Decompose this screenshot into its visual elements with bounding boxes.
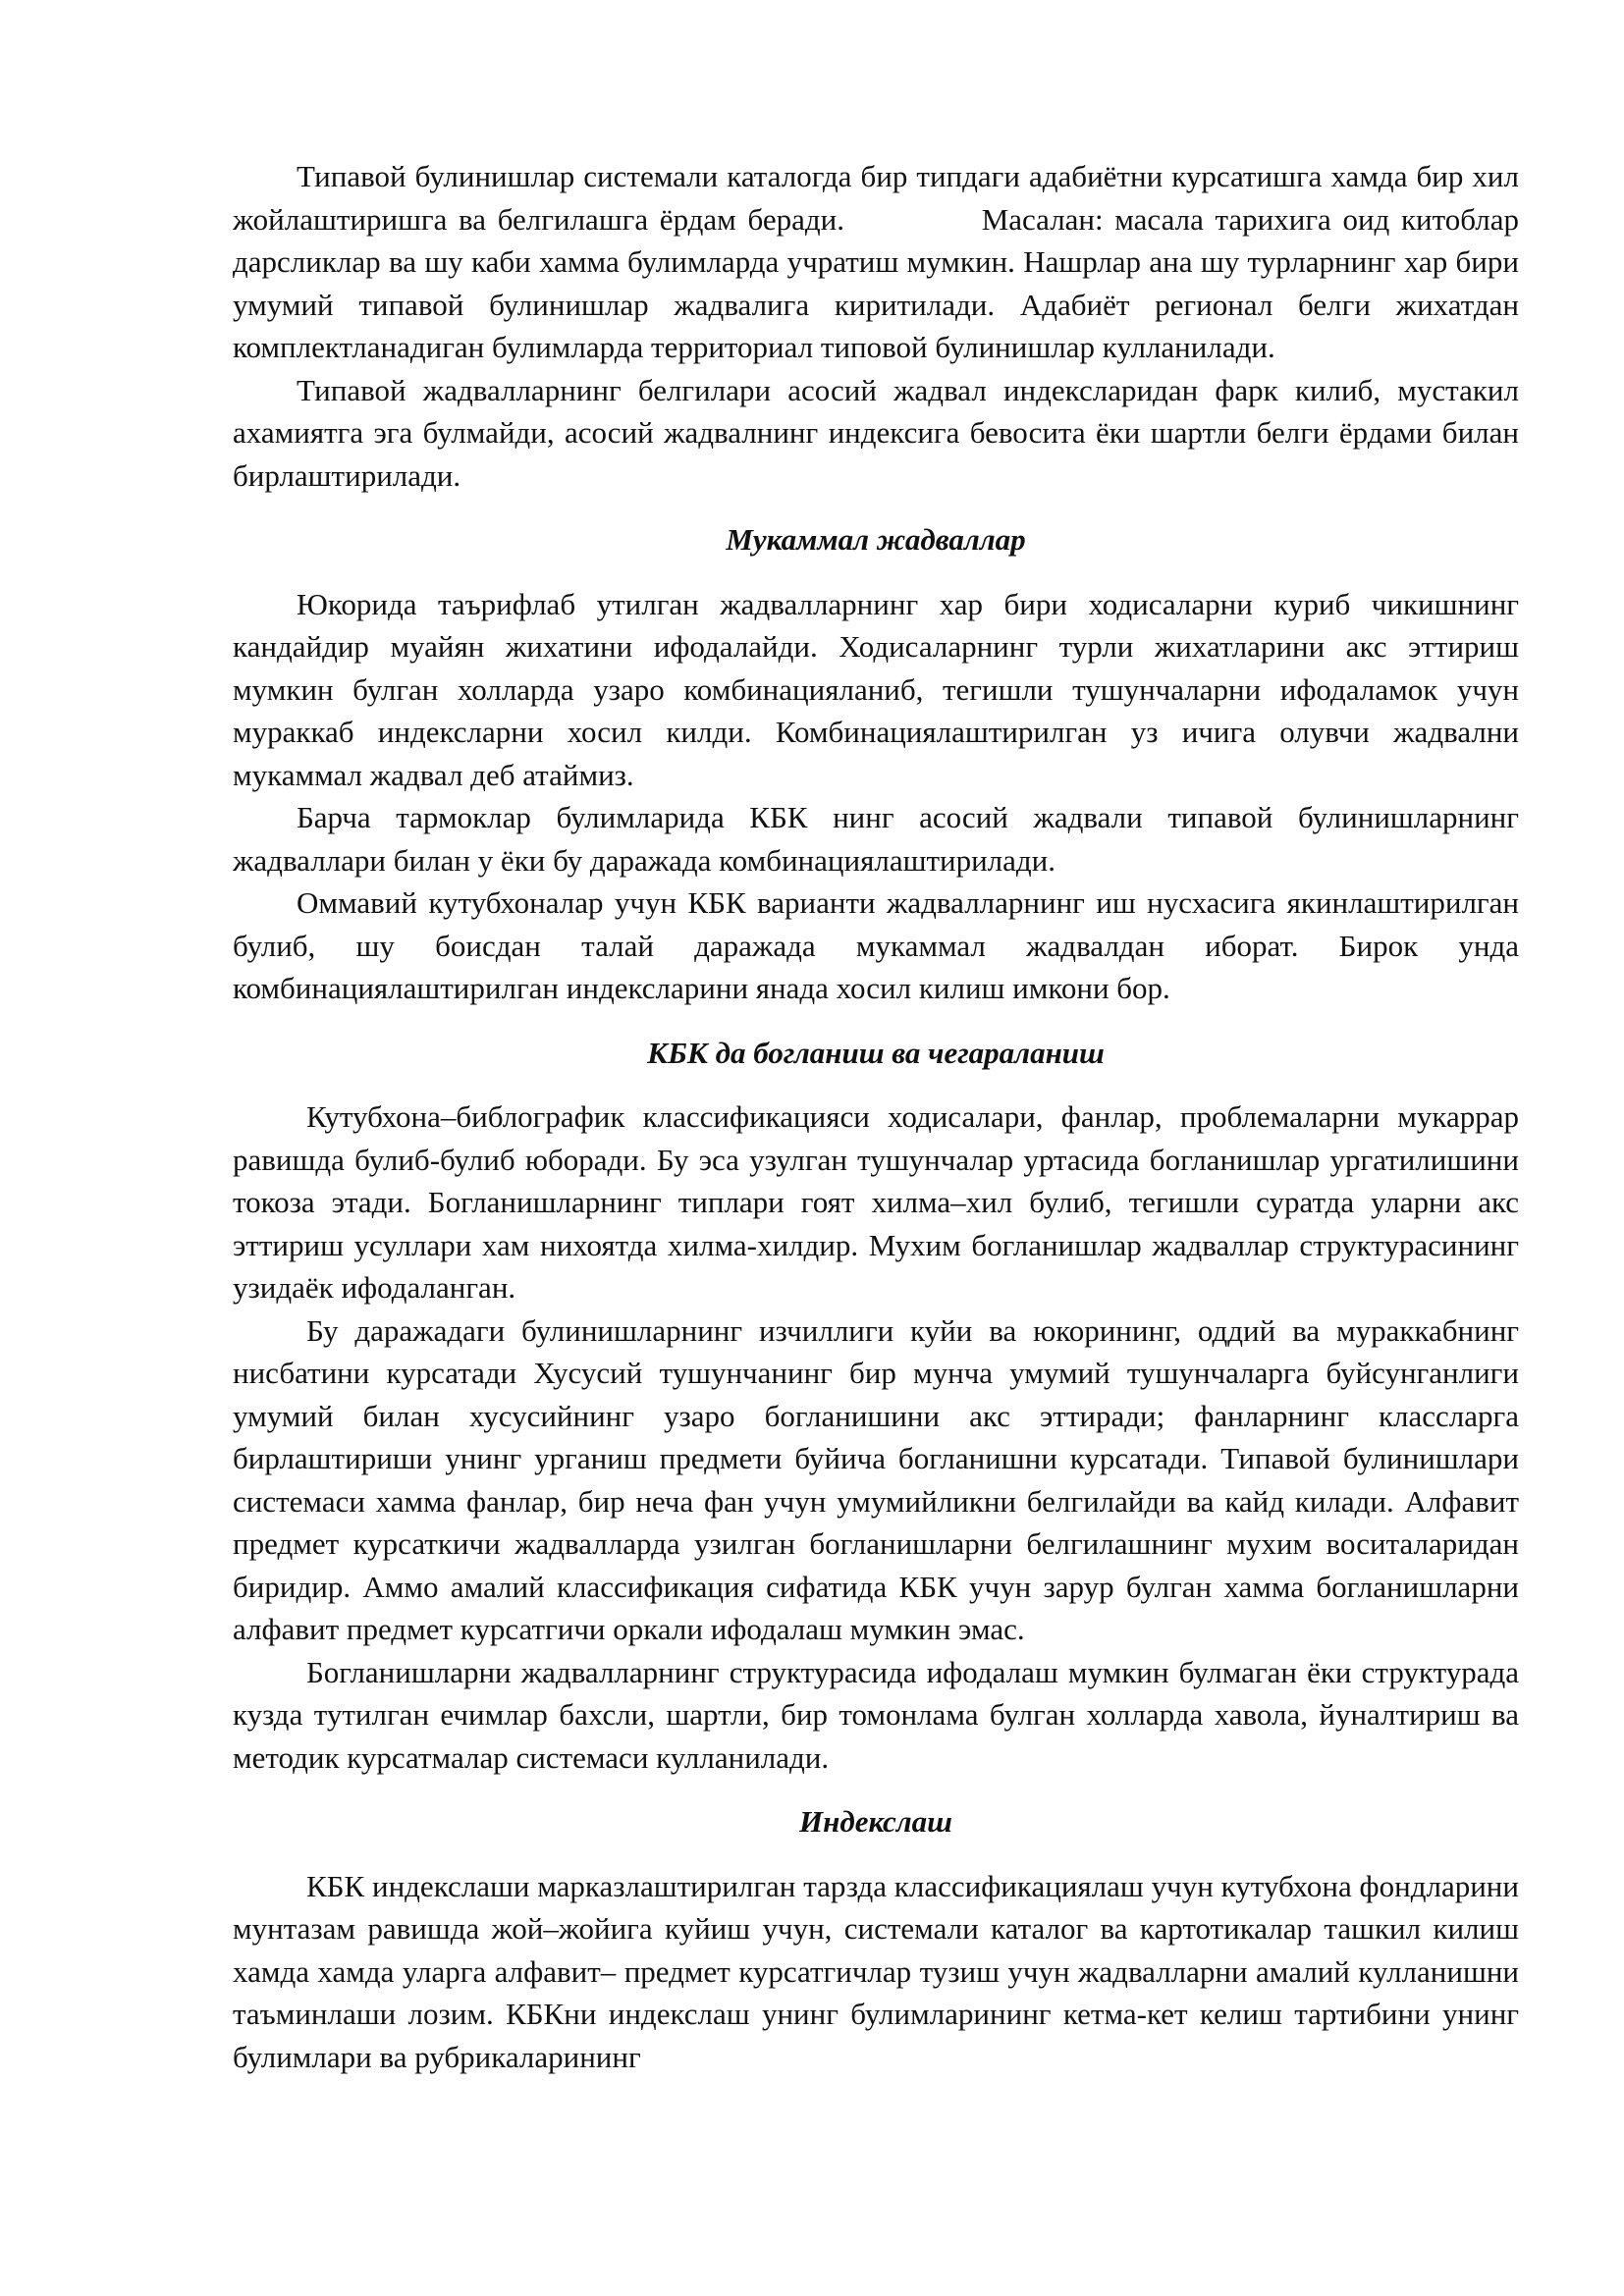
paragraph: Оммавий кутубхоналар учун КБК варианти жадвалларнинг иш нусхасига якинлаштирилган булиб, шу боисдан талай даражада мукаммал жадвалдан иборат. Бирок унда комбинациялаштирилган индексларини янада хосил килиш имкони бор. — [233, 885, 1519, 1005]
paragraph: КБК индекслаши марказлаштирилган тарзда классификациялаш учун кутубхона фондларини мунтазам равишда жой–жойига куйиш учун, системали каталог ва картотикалар ташкил килиш хамда хамда уларга алфавит– предмет курсатгичлар тузиш учун жадвалларни амалий кулланишни таъминлаши лозим. КБКни индекслаш унинг булимларининг кетма-кет келиш тартибини унинг булимлари ва рубрикаларининг — [233, 1868, 1519, 2074]
section-heading: Индекслаш — [799, 1804, 952, 1839]
paragraph: Богланишларни жадвалларнинг структурасида ифодалаш мумкин булмаган ёки структурада кузда тутилган ечимлар бахсли, шартли, бир томонлама булган холларда хавола, йуналтириш ва методик курсатмалар системаси кулланилади. — [233, 1654, 1519, 1775]
section-heading: Мукаммал жадваллар — [726, 522, 1026, 557]
document-page — [233, 155, 1527, 2078]
paragraph: Типавой жадвалларнинг белгилари асосий жадвал индексларидан фарк килиб, мустакил ахамиятга эга булмайди, асосий жадвалнинг индексига бевосита ёки шартли белги ёрдами билан бирлаштирилади. — [233, 372, 1519, 493]
paragraph: Бу даражадаги булинишларнинг изчиллиги куйи ва юкорининг, оддий ва мураккабнинг нисбатини курсатади Хусусий тушунчанинг бир мунча умумий тушунчаларга буйсунганлиги умумий билан хусусийнинг узаро богланишини акс эттиради; фанларнинг классларга бирлаштириши унинг урганиш предмети буйича богланишни курсатади. Типавой булинишлари системаси хамма фанлар, бир неча фан учун умумийликни белгилайди ва кайд килади. Алфавит предмет курсаткичи жадвалларда узилган богланишларни белгилашнинг мухим воситаларидан биридир. Аммо амалий классификация сифатида КБК учун зарур булган хамма богланишларни алфавит предмет курсатгичи оркали ифодалаш мумкин эмас. — [233, 1312, 1519, 1646]
paragraph: Типавой булинишлар системали каталогда бир типдаги адабиётни курсатишга хамда бир хил жойлаштиришга ва белгилашга ёрдам беради. Масалан: масала тарихига оид китоблар дарсликлар ва шу каби хамма булимларда учратиш мумкин. Нашрлар ана шу турларнинг хар бири умумий типавой булинишлар жадвалига киритилади. Адабиёт регионал белги жихатдан комплектланадиган булимларда территориал типовой булинишлар кулланилади. — [233, 159, 1527, 364]
paragraph: Кутубхона–библографик классификацияси ходисалари, фанлар, проблемаларни мукаррар равишда булиб-булиб юборади. Бу эса узулган тушунчалар уртасида богланишлар ургатилишини токоза этади. Богланишларнинг типлари гоят хилма–хил булиб, тегишли суратда уларни акс эттириш усуллари хам нихоятда хилма-хилдир. Мухим богланишлар жадваллар структурасининг узидаёк ифодаланган. — [233, 1099, 1519, 1305]
paragraph: Барча тармоклар булимларида КБК нинг асосий жадвали типавой булинишларнинг жадваллари билан у ёки бу даражада комбинациялаштирилади. — [233, 800, 1519, 878]
paragraph: Юкорида таърифлаб утилган жадвалларнинг хар бири ходисаларни куриб чикишнинг кандайдир муайян жихатини ифодалайди. Ходисаларнинг турли жихатларини акс эттириш мумкин булган холларда узаро комбинацияланиб, тегишли тушунчаларни ифодаламок учун мураккаб индексларни хосил килди. Комбинациялаштирилган уз ичига олувчи жадвални мукаммал жадвал деб атаймиз. — [233, 586, 1519, 792]
section-heading: КБК да богланиш ва чегараланиш — [647, 1035, 1105, 1070]
